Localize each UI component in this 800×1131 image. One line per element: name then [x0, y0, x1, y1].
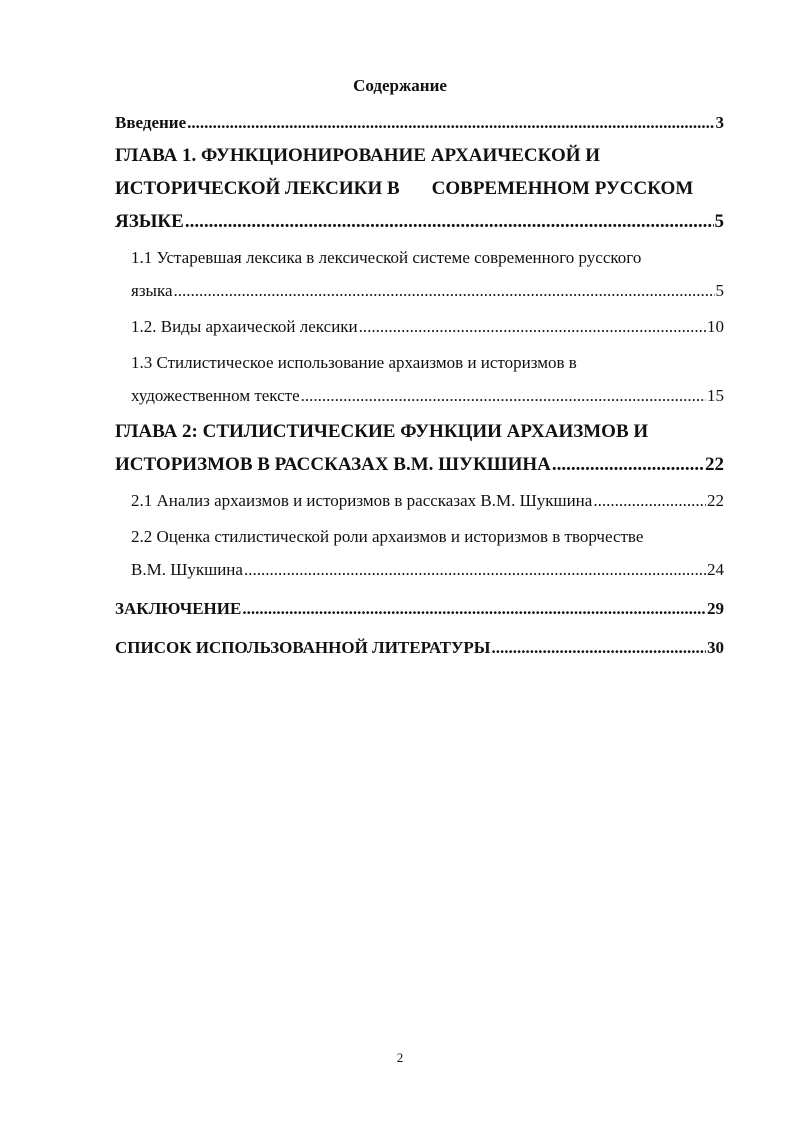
toc-entry-text: 2.1 Анализ архаизмов и историзмов в рассказах В.М. Шукшина	[131, 491, 593, 510]
toc-entry-text: СПИСОК ИСПОЛЬЗОВАННОЙ ЛИТЕРАТУРЫ	[115, 638, 491, 657]
dot-leader	[301, 379, 706, 412]
toc-page-number: 10	[707, 317, 724, 336]
toc-entry-introduction[interactable]	[115, 106, 724, 139]
dot-leader	[185, 205, 714, 238]
toc-page-number: 15	[707, 386, 724, 405]
toc-entry-bibliography[interactable]	[115, 631, 724, 664]
toc-entry-text: ЗАКЛЮЧЕНИЕ	[115, 599, 242, 618]
dot-leader	[359, 310, 706, 343]
toc-entry-section-1-2[interactable]	[131, 310, 724, 343]
toc-entry-text: языка	[131, 281, 173, 300]
toc-entry-section-2-2[interactable]	[131, 520, 724, 586]
dot-leader	[593, 484, 706, 517]
toc-page-number: 3	[715, 113, 724, 132]
toc-entry-line-part: СОВРЕМЕННОМ РУССКОМ	[431, 178, 694, 199]
toc-page-number: 22	[705, 454, 724, 475]
toc-entry-text: Введение	[115, 113, 187, 132]
table-of-contents	[115, 106, 724, 664]
toc-entry-line: 2.2 Оценка стилистической роли архаизмов и историзмов в творчестве	[131, 527, 644, 546]
toc-entry-line	[115, 172, 724, 205]
toc-entry-chapter-2[interactable]	[115, 415, 724, 481]
toc-entry-text: В.М. Шукшина	[131, 560, 243, 579]
dot-leader	[174, 274, 715, 307]
dot-leader	[187, 106, 714, 139]
toc-entry-chapter-1[interactable]	[115, 139, 724, 238]
toc-entry-conclusion[interactable]	[115, 592, 724, 625]
toc-page-number: 30	[707, 638, 724, 657]
toc-entry-text: ИСТОРИЗМОВ В РАССКАЗАХ В.М. ШУКШИНА	[115, 454, 551, 475]
toc-entry-line: 1.3 Стилистическое использование архаизмов и историзмов в	[131, 353, 577, 372]
toc-entry-section-1-3[interactable]	[131, 346, 724, 412]
toc-entry-text: 1.2. Виды архаической лексики	[131, 317, 358, 336]
dot-leader	[492, 631, 707, 664]
dot-leader	[552, 448, 704, 481]
toc-page-number: 5	[715, 281, 724, 300]
page-number: 2	[396, 1050, 404, 1065]
dot-leader	[244, 553, 706, 586]
toc-page-number: 24	[707, 560, 724, 579]
dot-leader	[242, 592, 706, 625]
toc-title: Содержание	[353, 76, 447, 95]
toc-entry-line-part: ИСТОРИЧЕСКОЙ ЛЕКСИКИ В	[115, 178, 400, 199]
toc-page-number: 22	[707, 491, 724, 510]
toc-entry-section-1-1[interactable]	[131, 241, 724, 307]
toc-entry-text: художественном тексте	[131, 386, 300, 405]
toc-entry-line: ГЛАВА 2: СТИЛИСТИЧЕСКИЕ ФУНКЦИИ АРХАИЗМОВ И	[115, 421, 649, 442]
toc-page-number: 5	[714, 211, 724, 232]
toc-entry-text: ЯЗЫКЕ	[115, 211, 184, 232]
toc-entry-section-2-1[interactable]	[131, 484, 724, 517]
toc-page-number: 29	[707, 599, 724, 618]
toc-entry-line: 1.1 Устаревшая лексика в лексической системе современного русского	[131, 248, 642, 267]
toc-entry-line: ГЛАВА 1. ФУНКЦИОНИРОВАНИЕ АРХАИЧЕСКОЙ И	[115, 145, 601, 166]
